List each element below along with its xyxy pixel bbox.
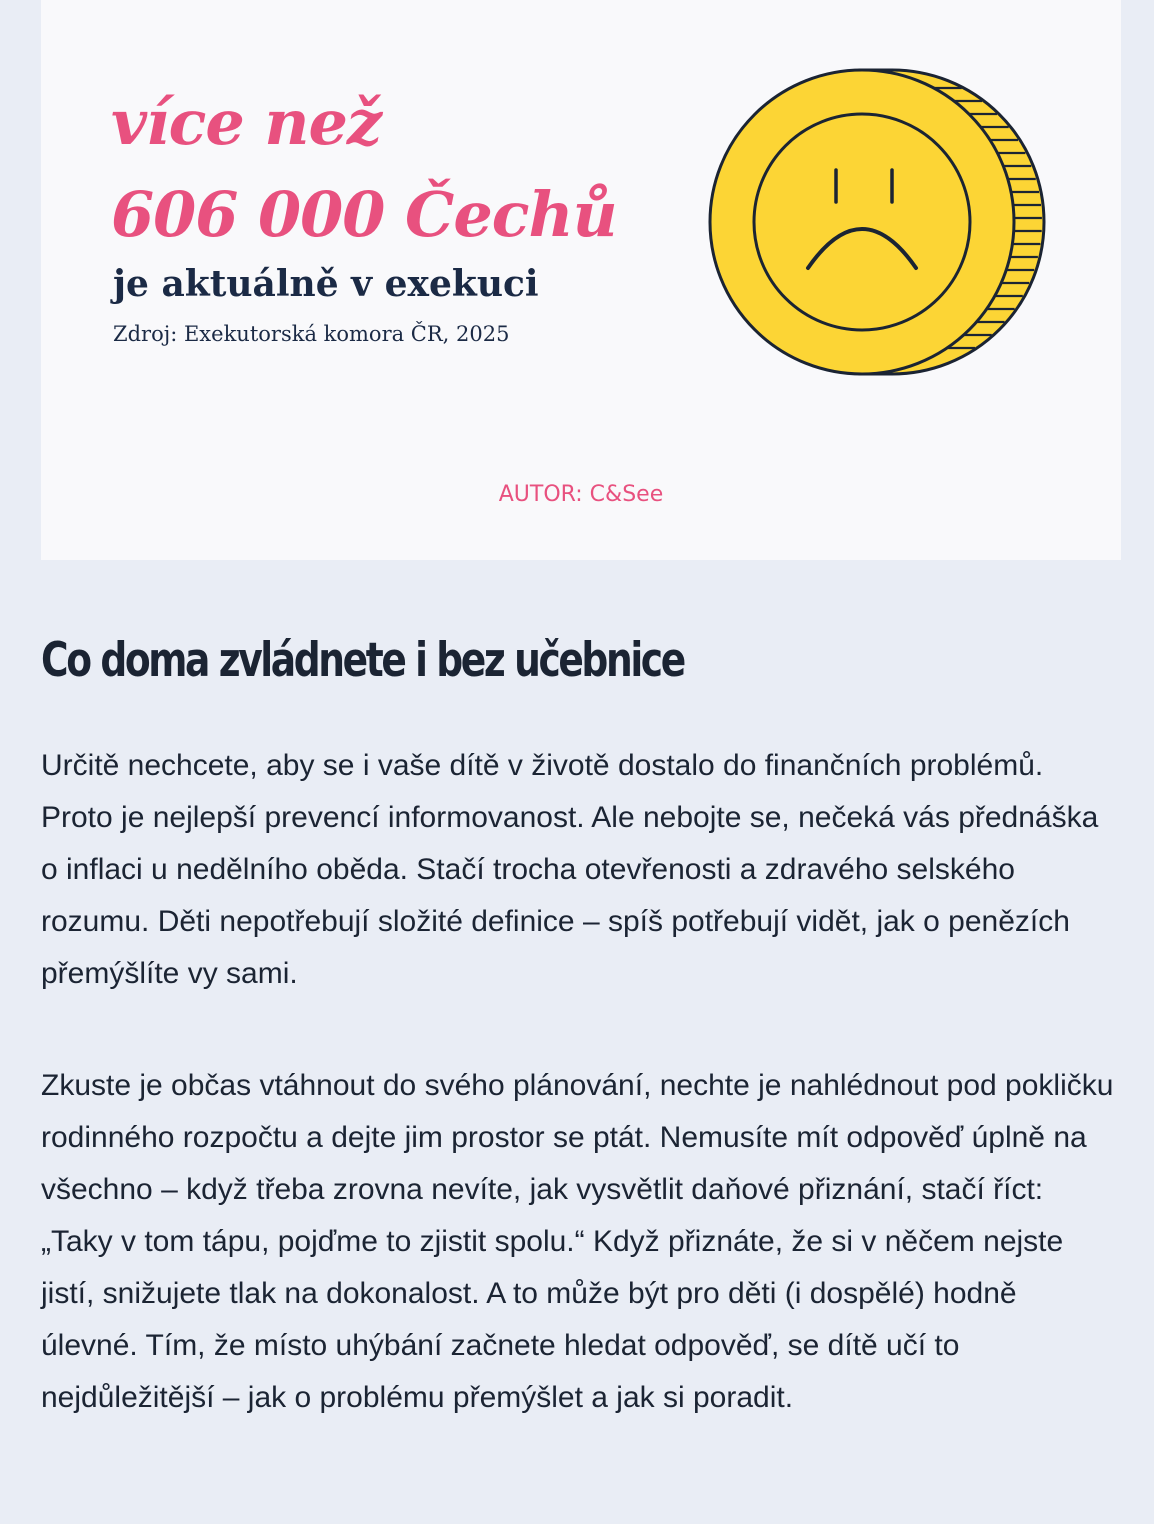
sad-coin-icon [708, 68, 1052, 378]
section-heading: Co doma zvládnete i bez učebnice [41, 633, 684, 688]
headline-line-1: více než [111, 86, 382, 159]
infographic-card [41, 0, 1121, 560]
headline-statistic: 606 000 Čechů [111, 178, 617, 251]
source-note: Zdroj: Exekutorská komora ČR, 2025 [113, 322, 510, 346]
article-paragraph-2: Zkuste je občas vtáhnout do svého plánování, nechte je nahlédnout pod pokličku rodinného rozpočtu a dejte jim prostor se ptát. Nemusíte mít odpověď úplně na všechno – když třeba zrovna nevíte, jak vysvětlit daňové přiznání, stačí říct: „Taky v tom tápu, pojďme to zjistit spolu.“ Když přiznáte, že si v něčem nejste jistí, snižujete tlak na dokonalost. A to může být pro děti (i dospělé) hodně úlevné. Tím, že místo uhýbání začnete hledat odpověď, se dítě učí to nejdůležitější – jak o problému přemýšlet a jak si poradit. [41, 1069, 1114, 1414]
article-paragraph-1: Určitě nechcete, aby se i vaše dítě v životě dostalo do finančních problémů. Proto je nejlepší prevencí informovanost. Ale nebojte se, nečeká vás přednáška o inflaci u nedělního oběda. Stačí trocha otevřenosti a zdravého selského rozumu. Děti nepotřebují složité definice – spíš potřebují vidět, jak o penězích přemýšlíte vy sami. [41, 749, 1099, 990]
author-credit: AUTOR: C&See [498, 482, 664, 507]
headline-subline: je aktuálně v exekuci [113, 263, 539, 305]
